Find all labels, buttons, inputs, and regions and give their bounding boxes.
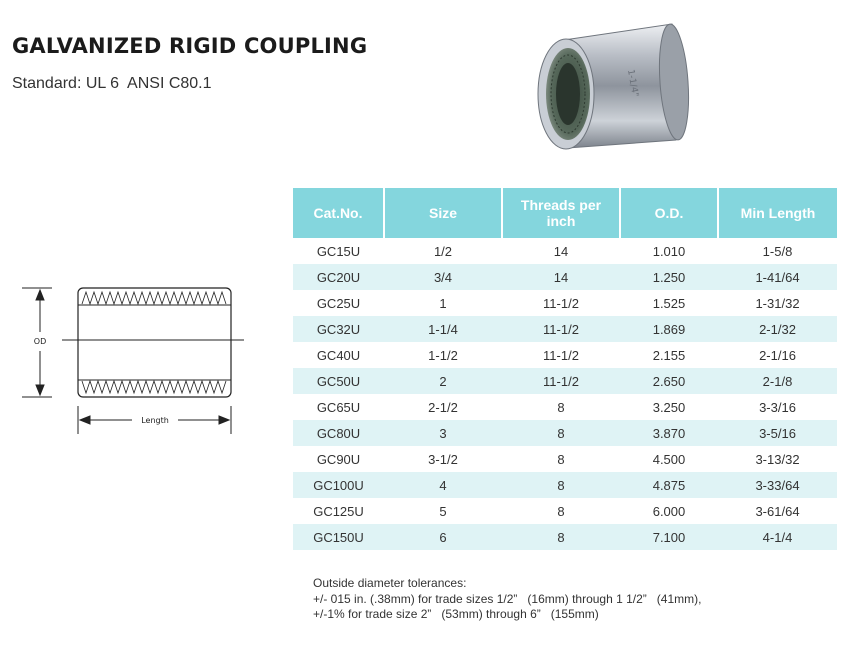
cell: 5 [439, 503, 447, 519]
coupling-outline [78, 288, 231, 397]
od-label: OD [33, 337, 47, 346]
coupling-diagram [22, 276, 254, 438]
header-od: O.D. [620, 188, 718, 238]
cell: 8 [557, 503, 565, 519]
notes-heading: Outside diameter tolerances: [313, 576, 467, 590]
cell: 8 [502, 524, 620, 550]
cell: GC100U [293, 472, 384, 498]
tolerance-notes [313, 576, 701, 623]
table-row [293, 446, 837, 472]
cell: 8 [502, 420, 620, 446]
cell: 14 [502, 264, 620, 290]
cell: 8 [502, 472, 620, 498]
cell: 1-1/2 [428, 347, 458, 363]
cell: GC150U [293, 524, 384, 550]
cell: 1-1/4 [384, 316, 502, 342]
cell: 2.155 [652, 347, 686, 363]
cell: 11-1/2 [543, 295, 579, 311]
table-row [293, 342, 837, 368]
cell: GC65U [316, 399, 361, 415]
photo-marking: 1-1/4" [625, 68, 640, 98]
cell: 3.250 [652, 399, 686, 415]
spec-table [293, 188, 837, 550]
cell: 4.875 [620, 472, 718, 498]
notes-line: +/- 015 in. (.38mm) for trade sizes 1/2” (16mm) through 1 1/2” (41mm), [313, 591, 702, 606]
table-row [293, 316, 837, 342]
standard-text: Standard: UL 6 ANSI C80.1 [12, 75, 212, 92]
cell: 3-5/16 [718, 420, 837, 446]
header-size: Size [384, 188, 502, 238]
header-min-length: Min Length [718, 188, 837, 238]
cell: 4.500 [652, 451, 686, 467]
cell: GC20U [293, 264, 384, 290]
table-row [293, 368, 837, 394]
cell: 1.010 [652, 243, 686, 259]
cell: 8 [557, 399, 565, 415]
cell: 14 [553, 243, 569, 259]
cell: 8 [557, 451, 565, 467]
cell: 6.000 [652, 503, 686, 519]
cell: 1.525 [652, 295, 686, 311]
cell: 3/4 [384, 264, 502, 290]
table-row [293, 264, 837, 290]
cell: 2-1/16 [759, 347, 796, 363]
cell: GC15U [316, 243, 361, 259]
table-row [293, 498, 837, 524]
table-header-row [293, 188, 837, 238]
cell: 2-1/32 [718, 316, 837, 342]
cell: 1-31/32 [755, 295, 800, 311]
header-cat-no: Cat.No. [293, 188, 384, 238]
cell: 3-61/64 [755, 503, 800, 519]
cell: 11-1/2 [502, 368, 620, 394]
table-row [293, 238, 837, 264]
cell: GC125U [313, 503, 364, 519]
cell: 2.650 [620, 368, 718, 394]
cell: 1 [439, 295, 447, 311]
cell: 3-13/32 [755, 451, 800, 467]
cell: 6 [384, 524, 502, 550]
cell: GC25U [316, 295, 361, 311]
cell: 3.870 [620, 420, 718, 446]
cell: GC80U [293, 420, 384, 446]
length-label: Length [141, 416, 169, 425]
table-row [293, 290, 837, 316]
bottom-thread-icon [82, 381, 226, 393]
notes-line: +/-1% for trade size 2” (53mm) through 6” (155mm) [313, 607, 599, 621]
cell: 4 [384, 472, 502, 498]
cell: 2-1/2 [428, 399, 458, 415]
cell: 3-3/16 [759, 399, 796, 415]
table-row [293, 524, 837, 550]
top-thread-icon [82, 292, 226, 304]
cell: 11-1/2 [543, 347, 579, 363]
cell: GC90U [316, 451, 361, 467]
cell: 2 [384, 368, 502, 394]
page-title: GALVANIZED RIGID COUPLING [12, 34, 368, 58]
cell: 3-33/64 [718, 472, 837, 498]
cell: 1.869 [620, 316, 718, 342]
cell: 3 [384, 420, 502, 446]
cell: 1-5/8 [762, 243, 793, 259]
cell: 1-41/64 [718, 264, 837, 290]
table-row [293, 420, 837, 446]
header-threads: Threads per inch [502, 188, 620, 238]
cell: 1/2 [433, 243, 453, 259]
cell: 2-1/8 [718, 368, 837, 394]
cell: 7.100 [620, 524, 718, 550]
cell: GC32U [293, 316, 384, 342]
table-row [293, 472, 837, 498]
table-row [293, 394, 837, 420]
cell: 4-1/4 [718, 524, 837, 550]
cell: GC40U [316, 347, 361, 363]
cell: 11-1/2 [502, 316, 620, 342]
cell: 3-1/2 [428, 451, 458, 467]
cell: GC50U [293, 368, 384, 394]
cell: 1.250 [620, 264, 718, 290]
coupling-photo [522, 10, 708, 158]
